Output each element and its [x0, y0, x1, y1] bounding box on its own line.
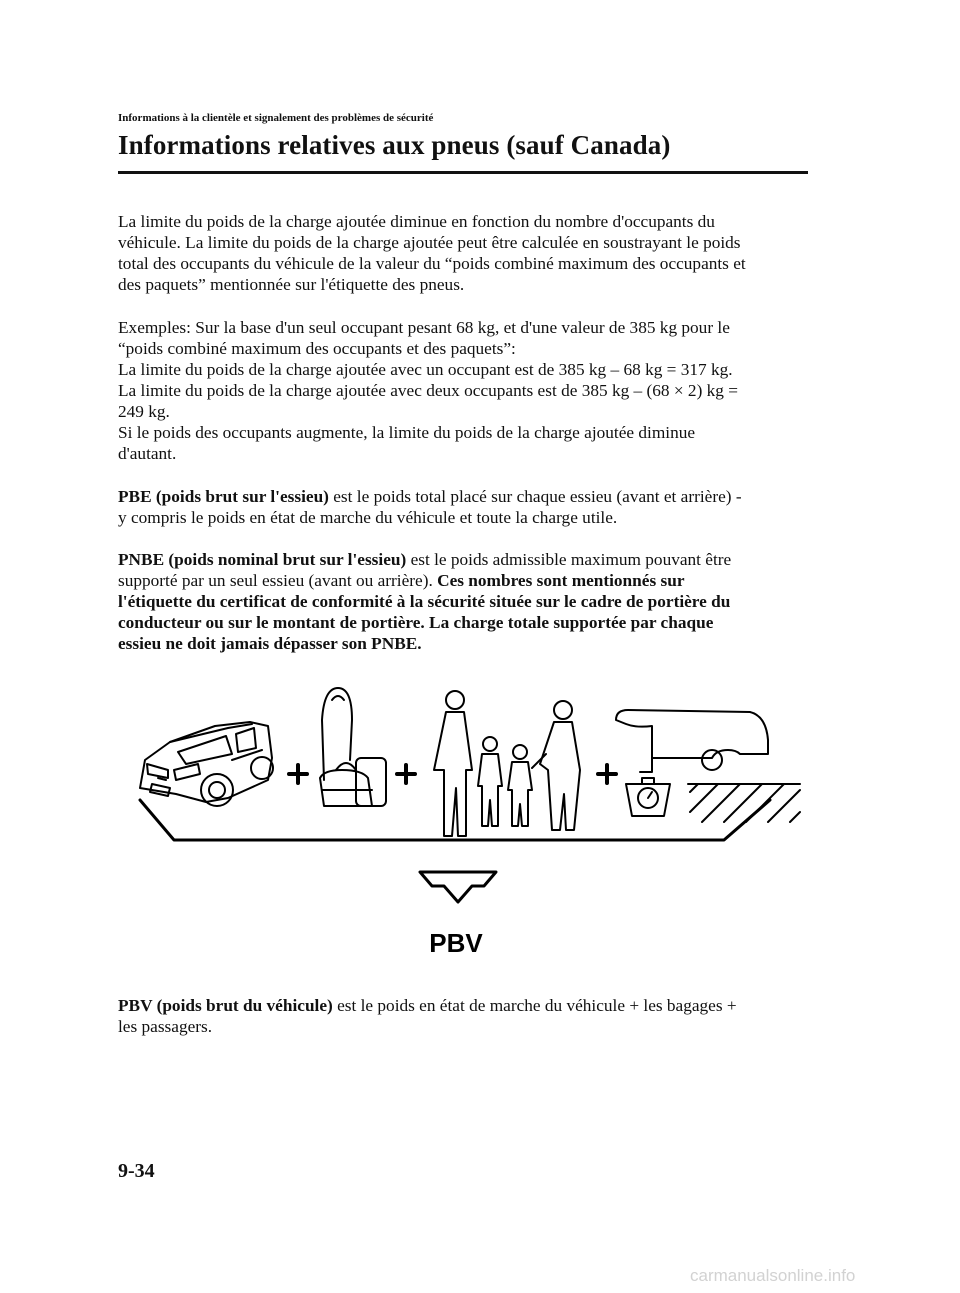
text-line: y compris le poids en état de marche du véhicule et toute la charge utile.	[118, 508, 618, 527]
term-pbv: PBV (poids brut du véhicule)	[118, 996, 333, 1015]
title-rule	[118, 171, 808, 174]
text-line	[118, 486, 818, 507]
watermark: carmanualsonline.info	[690, 1266, 856, 1285]
text-line	[118, 570, 818, 591]
text-segment-bold: essieu ne doit jamais dépasser son PNBE.	[118, 634, 422, 653]
text-line	[118, 549, 818, 570]
passengers-icon	[434, 691, 580, 836]
text-line: total des occupants du véhicule de la valeur du “poids combiné maximum des occupants et	[118, 254, 746, 273]
page-title: Informations relatives aux pneus (sauf Canada)	[118, 130, 671, 160]
page-number: 9-34	[118, 1160, 155, 1182]
text-line: “poids combiné maximum des occupants et des paquets”:	[118, 339, 516, 358]
term-pbe: PBE (poids brut sur l'essieu)	[118, 487, 329, 506]
paragraph-examples	[118, 317, 818, 464]
text-segment-bold: Ces nombres sont mentionnés sur	[437, 571, 685, 590]
text-line	[118, 591, 818, 612]
text-line: La limite du poids de la charge ajoutée avec un occupant est de 385 kg – 68 kg = 317 kg.	[118, 360, 733, 379]
plus-icon	[397, 765, 415, 783]
luggage-icon	[320, 688, 386, 806]
arrow-down-icon	[420, 872, 496, 902]
text-line: Exemples: Sur la base d'un seul occupant pesant 68 kg, et d'une valeur de 385 kg pour le	[118, 318, 730, 337]
text-line: des paquets” mentionnée sur l'étiquette des pneus.	[118, 275, 465, 294]
text-segment: est le poids total placé sur chaque essieu (avant et arrière) -	[328, 487, 742, 506]
text-segment-bold: conducteur ou sur le montant de portière. La charge totale supportée par chaque	[118, 613, 714, 632]
text-segment-bold: l'étiquette du certificat de conformité à la sécurité située sur le cadre de portière du	[118, 592, 731, 611]
text-line	[118, 995, 818, 1016]
paragraph-pnbe	[118, 549, 818, 654]
gross-vehicle-weight-illustration	[0, 660, 960, 980]
text-segment: supporté par un seul essieu (avant ou arrière).	[118, 571, 438, 590]
term-pnbe: PNBE (poids nominal brut sur l'essieu)	[118, 550, 407, 569]
paragraph-load-limit	[118, 211, 818, 295]
text-line: d'autant.	[118, 444, 177, 463]
text-line: véhicule. La limite du poids de la charge ajoutée peut être calculée en soustrayant le poids	[118, 233, 741, 252]
text-segment: est le poids en état de marche du véhicule + les bagages +	[332, 996, 737, 1015]
plus-icon	[289, 765, 307, 783]
text-line	[118, 612, 818, 633]
text-line: les passagers.	[118, 1017, 213, 1036]
car-icon	[140, 722, 273, 806]
text-line: 249 kg.	[118, 402, 170, 421]
pbv-label: PBV	[429, 928, 483, 958]
plus-icon	[598, 765, 616, 783]
text-line: La limite du poids de la charge ajoutée diminue en fonction du nombre d'occupants du	[118, 212, 715, 231]
text-line: La limite du poids de la charge ajoutée avec deux occupants est de 385 kg – (68 × 2) kg =	[118, 381, 738, 400]
text-line: Si le poids des occupants augmente, la limite du poids de la charge ajoutée diminue	[118, 423, 696, 442]
text-segment: est le poids admissible maximum pouvant être	[406, 550, 732, 569]
paragraph-pbe	[118, 486, 818, 528]
section-label: Informations à la clientèle et signalement des problèmes de sécurité	[118, 112, 434, 124]
paragraph-pbv	[118, 995, 818, 1037]
trailer-icon	[616, 710, 800, 822]
text-line	[118, 633, 818, 654]
